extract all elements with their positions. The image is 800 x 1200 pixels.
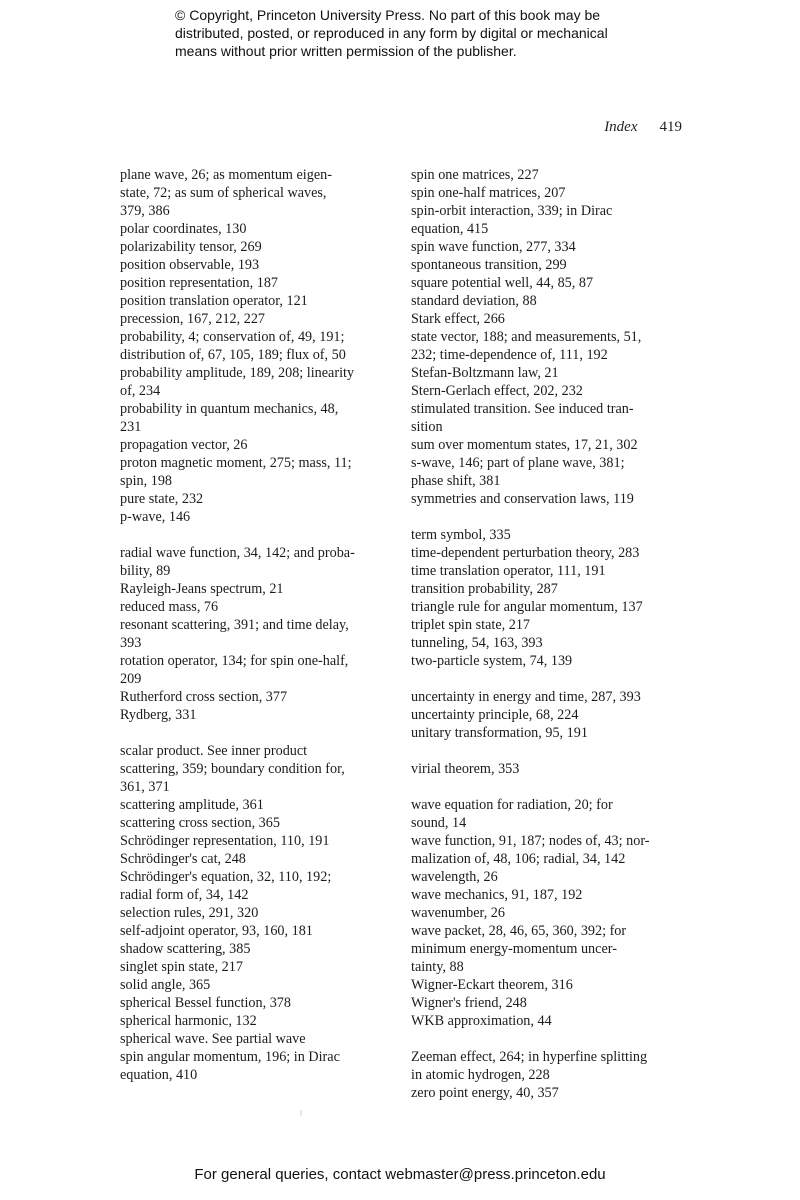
index-entry bbox=[411, 382, 686, 400]
index-entry-text: triplet spin state, 217 bbox=[411, 617, 531, 633]
index-entry-text: spontaneous transition, 299 bbox=[411, 257, 567, 273]
index-entry-text: probability, 4; conservation of, 49, 191; bbox=[120, 329, 345, 345]
index-entry-text: WKB approximation, 44 bbox=[411, 1013, 552, 1029]
index-entry bbox=[411, 922, 686, 976]
index-entry bbox=[411, 580, 686, 598]
index-entry-continuation: sition bbox=[411, 419, 443, 435]
index-entry-text: s-wave, 146; part of plane wave, 381; bbox=[411, 455, 625, 471]
index-entry-text: scattering cross section, 365 bbox=[120, 815, 280, 831]
index-entry-text: singlet spin state, 217 bbox=[120, 959, 243, 975]
index-entry bbox=[120, 274, 392, 292]
index-entry-text: wavelength, 26 bbox=[411, 869, 498, 885]
index-entry-text: spin wave function, 277, 334 bbox=[411, 239, 576, 255]
index-entry bbox=[120, 706, 392, 724]
index-entry-text: square potential well, 44, 85, 87 bbox=[411, 275, 594, 291]
index-letter-group bbox=[120, 166, 392, 526]
index-entry bbox=[411, 364, 686, 382]
index-entry-text: term symbol, 335 bbox=[411, 527, 511, 543]
index-entry bbox=[411, 274, 686, 292]
index-entry bbox=[411, 832, 686, 868]
index-entry-continuation: equation, 415 bbox=[411, 221, 489, 237]
index-entry-text: wave mechanics, 91, 187, 192 bbox=[411, 887, 583, 903]
index-entry bbox=[120, 544, 392, 580]
index-entry-text: resonant scattering, 391; and time delay, bbox=[120, 617, 349, 633]
index-entry-text: stimulated transition. See induced tran- bbox=[411, 401, 634, 417]
index-letter-group bbox=[411, 796, 686, 1030]
index-letter-group bbox=[411, 526, 686, 670]
index-entry-continuation: 209 bbox=[120, 671, 142, 687]
index-entry-continuation: 393 bbox=[120, 635, 142, 651]
index-entry-continuation: radial form of, 34, 142 bbox=[120, 887, 249, 903]
index-entry-text: spin-orbit interaction, 339; in Dirac bbox=[411, 203, 613, 219]
index-entry-text: time translation operator, 111, 191 bbox=[411, 563, 606, 579]
index-entry bbox=[120, 958, 392, 976]
index-entry-text: Stark effect, 266 bbox=[411, 311, 505, 327]
index-entry-continuation: state, 72; as sum of spherical waves, bbox=[120, 185, 327, 201]
index-entry bbox=[411, 598, 686, 616]
index-entry-text: Stern-Gerlach effect, 202, 232 bbox=[411, 383, 583, 399]
index-entry-text: Rutherford cross section, 377 bbox=[120, 689, 288, 705]
index-entry bbox=[411, 724, 686, 742]
index-letter-group bbox=[411, 688, 686, 742]
index-entry bbox=[120, 922, 392, 940]
letter-group-gap bbox=[411, 670, 686, 688]
index-entry-continuation: 379, 386 bbox=[120, 203, 170, 219]
index-entry-text: pure state, 232 bbox=[120, 491, 204, 507]
index-entry-text: shadow scattering, 385 bbox=[120, 941, 251, 957]
index-entry bbox=[120, 742, 392, 760]
index-entry bbox=[120, 490, 392, 508]
index-entry-text: Wigner-Eckart theorem, 316 bbox=[411, 977, 573, 993]
index-entry-text: wave packet, 28, 46, 65, 360, 392; for bbox=[411, 923, 627, 939]
index-entry-text: proton magnetic moment, 275; mass, 11; bbox=[120, 455, 352, 471]
index-entry-text: tunneling, 54, 163, 393 bbox=[411, 635, 543, 651]
index-entry bbox=[411, 904, 686, 922]
index-entry-text: wave function, 91, 187; nodes of, 43; nor- bbox=[411, 833, 650, 849]
index-entry bbox=[411, 562, 686, 580]
index-entry bbox=[411, 1048, 686, 1084]
index-entry-text: position translation operator, 121 bbox=[120, 293, 308, 309]
index-entry-text: precession, 167, 212, 227 bbox=[120, 311, 266, 327]
index-entry-text: propagation vector, 26 bbox=[120, 437, 248, 453]
index-entry bbox=[411, 706, 686, 724]
index-entry bbox=[411, 1084, 686, 1102]
index-entry bbox=[411, 634, 686, 652]
index-entry bbox=[411, 1012, 686, 1030]
index-entry-continuation: minimum energy-momentum uncer- bbox=[411, 941, 617, 957]
index-entry bbox=[411, 760, 686, 778]
index-entry-continuation: equation, 410 bbox=[120, 1067, 198, 1083]
index-entry-text: Rydberg, 331 bbox=[120, 707, 197, 723]
index-entry-text: self-adjoint operator, 93, 160, 181 bbox=[120, 923, 313, 939]
footer-contact: For general queries, contact webmaster@press.princeton.edu bbox=[194, 1166, 606, 1183]
index-entry bbox=[411, 544, 686, 562]
index-entry bbox=[411, 868, 686, 886]
index-entry-text: two-particle system, 74, 139 bbox=[411, 653, 573, 669]
index-entry-continuation: phase shift, 381 bbox=[411, 473, 501, 489]
index-entry-text: reduced mass, 76 bbox=[120, 599, 219, 615]
index-entry-text: spherical Bessel function, 378 bbox=[120, 995, 291, 1011]
index-entry-text: time-dependent perturbation theory, 283 bbox=[411, 545, 640, 561]
index-entry-text: Rayleigh-Jeans spectrum, 21 bbox=[120, 581, 284, 597]
index-entry bbox=[411, 994, 686, 1012]
index-entry-text: plane wave, 26; as momentum eigen- bbox=[120, 167, 332, 183]
index-entry-text: position representation, 187 bbox=[120, 275, 279, 291]
index-entry bbox=[411, 976, 686, 994]
index-entry bbox=[411, 454, 686, 490]
index-entry bbox=[120, 760, 392, 796]
letter-group-gap bbox=[411, 778, 686, 796]
scan-artifact bbox=[300, 1110, 302, 1116]
index-entry-text: scattering amplitude, 361 bbox=[120, 797, 264, 813]
index-entry-continuation: bility, 89 bbox=[120, 563, 171, 579]
index-entry bbox=[411, 166, 686, 184]
index-entry bbox=[411, 202, 686, 238]
index-entry bbox=[120, 598, 392, 616]
index-entry-continuation: in atomic hydrogen, 228 bbox=[411, 1067, 550, 1083]
letter-group-gap bbox=[120, 526, 392, 544]
index-entry bbox=[120, 580, 392, 598]
index-entry-text: uncertainty principle, 68, 224 bbox=[411, 707, 579, 723]
index-entry-text: uncertainty in energy and time, 287, 393 bbox=[411, 689, 641, 705]
index-entry-text: unitary transformation, 95, 191 bbox=[411, 725, 588, 741]
index-entry bbox=[411, 328, 686, 364]
index-entry-text: polar coordinates, 130 bbox=[120, 221, 247, 237]
index-entry bbox=[120, 904, 392, 922]
index-entry-text: probability in quantum mechanics, 48, bbox=[120, 401, 339, 417]
page-number: 419 bbox=[659, 119, 682, 135]
copyright-notice bbox=[175, 6, 645, 60]
index-entry-text: triangle rule for angular momentum, 137 bbox=[411, 599, 643, 615]
index-entry bbox=[120, 832, 392, 850]
index-entry-continuation: spin, 198 bbox=[120, 473, 173, 489]
index-entry-text: scattering, 359; boundary condition for, bbox=[120, 761, 345, 777]
running-head-title: Index bbox=[604, 119, 638, 135]
index-entry bbox=[411, 526, 686, 544]
index-entry-text: position observable, 193 bbox=[120, 257, 260, 273]
index-entry bbox=[120, 256, 392, 274]
index-entry-text: Wigner's friend, 248 bbox=[411, 995, 527, 1011]
index-entry bbox=[411, 796, 686, 832]
index-entry-text: solid angle, 365 bbox=[120, 977, 211, 993]
index-entry bbox=[411, 238, 686, 256]
index-column-right bbox=[411, 166, 686, 1102]
index-entry-text: polarizability tensor, 269 bbox=[120, 239, 262, 255]
index-column-left bbox=[120, 166, 392, 1084]
index-entry bbox=[120, 688, 392, 706]
index-entry-text: p-wave, 146 bbox=[120, 509, 191, 525]
index-entry-text: Zeeman effect, 264; in hyperfine splitting bbox=[411, 1049, 648, 1065]
index-entry-text: wavenumber, 26 bbox=[411, 905, 505, 921]
index-entry-continuation: 361, 371 bbox=[120, 779, 170, 795]
index-entry bbox=[411, 688, 686, 706]
index-entry-text: Stefan-Boltzmann law, 21 bbox=[411, 365, 559, 381]
index-entry bbox=[120, 616, 392, 652]
index-entry bbox=[411, 886, 686, 904]
index-entry-continuation: 231 bbox=[120, 419, 142, 435]
copyright-line: © Copyright, Princeton University Press. No part of this book may be bbox=[175, 7, 601, 23]
index-entry bbox=[120, 238, 392, 256]
index-entry-text: sum over momentum states, 17, 21, 302 bbox=[411, 437, 638, 453]
index-entry-continuation: of, 234 bbox=[120, 383, 161, 399]
letter-group-gap bbox=[120, 724, 392, 742]
index-entry bbox=[120, 166, 392, 220]
index-entry bbox=[120, 868, 392, 904]
index-entry-text: standard deviation, 88 bbox=[411, 293, 537, 309]
letter-group-gap bbox=[411, 508, 686, 526]
index-entry-continuation: malization of, 48, 106; radial, 34, 142 bbox=[411, 851, 626, 867]
index-entry-text: spherical wave. See partial wave bbox=[120, 1031, 306, 1047]
index-entry bbox=[411, 292, 686, 310]
index-entry bbox=[120, 508, 392, 526]
index-entry-continuation: sound, 14 bbox=[411, 815, 467, 831]
index-entry bbox=[120, 364, 392, 400]
index-entry bbox=[411, 490, 686, 508]
index-letter-group bbox=[411, 1048, 686, 1102]
index-entry-text: spin angular momentum, 196; in Dirac bbox=[120, 1049, 340, 1065]
index-entry-text: radial wave function, 34, 142; and proba- bbox=[120, 545, 355, 561]
index-entry-text: probability amplitude, 189, 208; linearity bbox=[120, 365, 355, 381]
letter-group-gap bbox=[411, 1030, 686, 1048]
index-entry bbox=[120, 814, 392, 832]
index-entry-text: selection rules, 291, 320 bbox=[120, 905, 259, 921]
index-letter-group bbox=[120, 544, 392, 724]
index-letter-group bbox=[411, 166, 686, 508]
index-entry-text: rotation operator, 134; for spin one-half, bbox=[120, 653, 349, 669]
index-entry-continuation: tainty, 88 bbox=[411, 959, 464, 975]
index-entry bbox=[411, 436, 686, 454]
index-entry bbox=[120, 1048, 392, 1084]
index-entry-text: Schrödinger's equation, 32, 110, 192; bbox=[120, 869, 332, 885]
index-entry-text: Schrödinger representation, 110, 191 bbox=[120, 833, 330, 849]
index-entry bbox=[411, 400, 686, 436]
index-entry bbox=[411, 184, 686, 202]
index-entry bbox=[120, 796, 392, 814]
index-entry bbox=[120, 400, 392, 436]
index-entry bbox=[120, 436, 392, 454]
index-entry-text: scalar product. See inner product bbox=[120, 743, 308, 759]
index-entry-continuation: distribution of, 67, 105, 189; flux of, 50 bbox=[120, 347, 346, 363]
index-entry-continuation: 232; time-dependence of, 111, 192 bbox=[411, 347, 608, 363]
index-entry-text: wave equation for radiation, 20; for bbox=[411, 797, 613, 813]
index-entry bbox=[120, 976, 392, 994]
index-entry bbox=[120, 850, 392, 868]
index-entry bbox=[411, 652, 686, 670]
index-entry bbox=[120, 328, 392, 364]
index-entry bbox=[411, 256, 686, 274]
index-entry bbox=[120, 454, 392, 490]
index-letter-group bbox=[120, 742, 392, 1084]
copyright-line: distributed, posted, or reproduced in any form by digital or mechanical bbox=[175, 25, 608, 41]
index-entry-text: spin one-half matrices, 207 bbox=[411, 185, 566, 201]
index-entry bbox=[120, 1012, 392, 1030]
index-entry bbox=[120, 292, 392, 310]
index-entry-text: spherical harmonic, 132 bbox=[120, 1013, 257, 1029]
index-entry-text: state vector, 188; and measurements, 51, bbox=[411, 329, 642, 345]
index-entry bbox=[120, 652, 392, 688]
index-entry bbox=[120, 940, 392, 958]
index-entry-text: Schrödinger's cat, 248 bbox=[120, 851, 246, 867]
index-entry bbox=[411, 310, 686, 328]
index-entry bbox=[120, 310, 392, 328]
index-entry bbox=[120, 1030, 392, 1048]
index-entry-text: transition probability, 287 bbox=[411, 581, 558, 597]
index-letter-group bbox=[411, 760, 686, 778]
index-entry-text: virial theorem, 353 bbox=[411, 761, 520, 777]
running-head bbox=[560, 119, 682, 136]
index-entry bbox=[120, 994, 392, 1012]
index-entry bbox=[120, 220, 392, 238]
letter-group-gap bbox=[411, 742, 686, 760]
copyright-line: means without prior written permission of the publisher. bbox=[175, 43, 517, 59]
index-entry-text: symmetries and conservation laws, 119 bbox=[411, 491, 634, 507]
index-entry-text: zero point energy, 40, 357 bbox=[411, 1085, 559, 1101]
index-entry bbox=[411, 616, 686, 634]
index-entry-text: spin one matrices, 227 bbox=[411, 167, 539, 183]
